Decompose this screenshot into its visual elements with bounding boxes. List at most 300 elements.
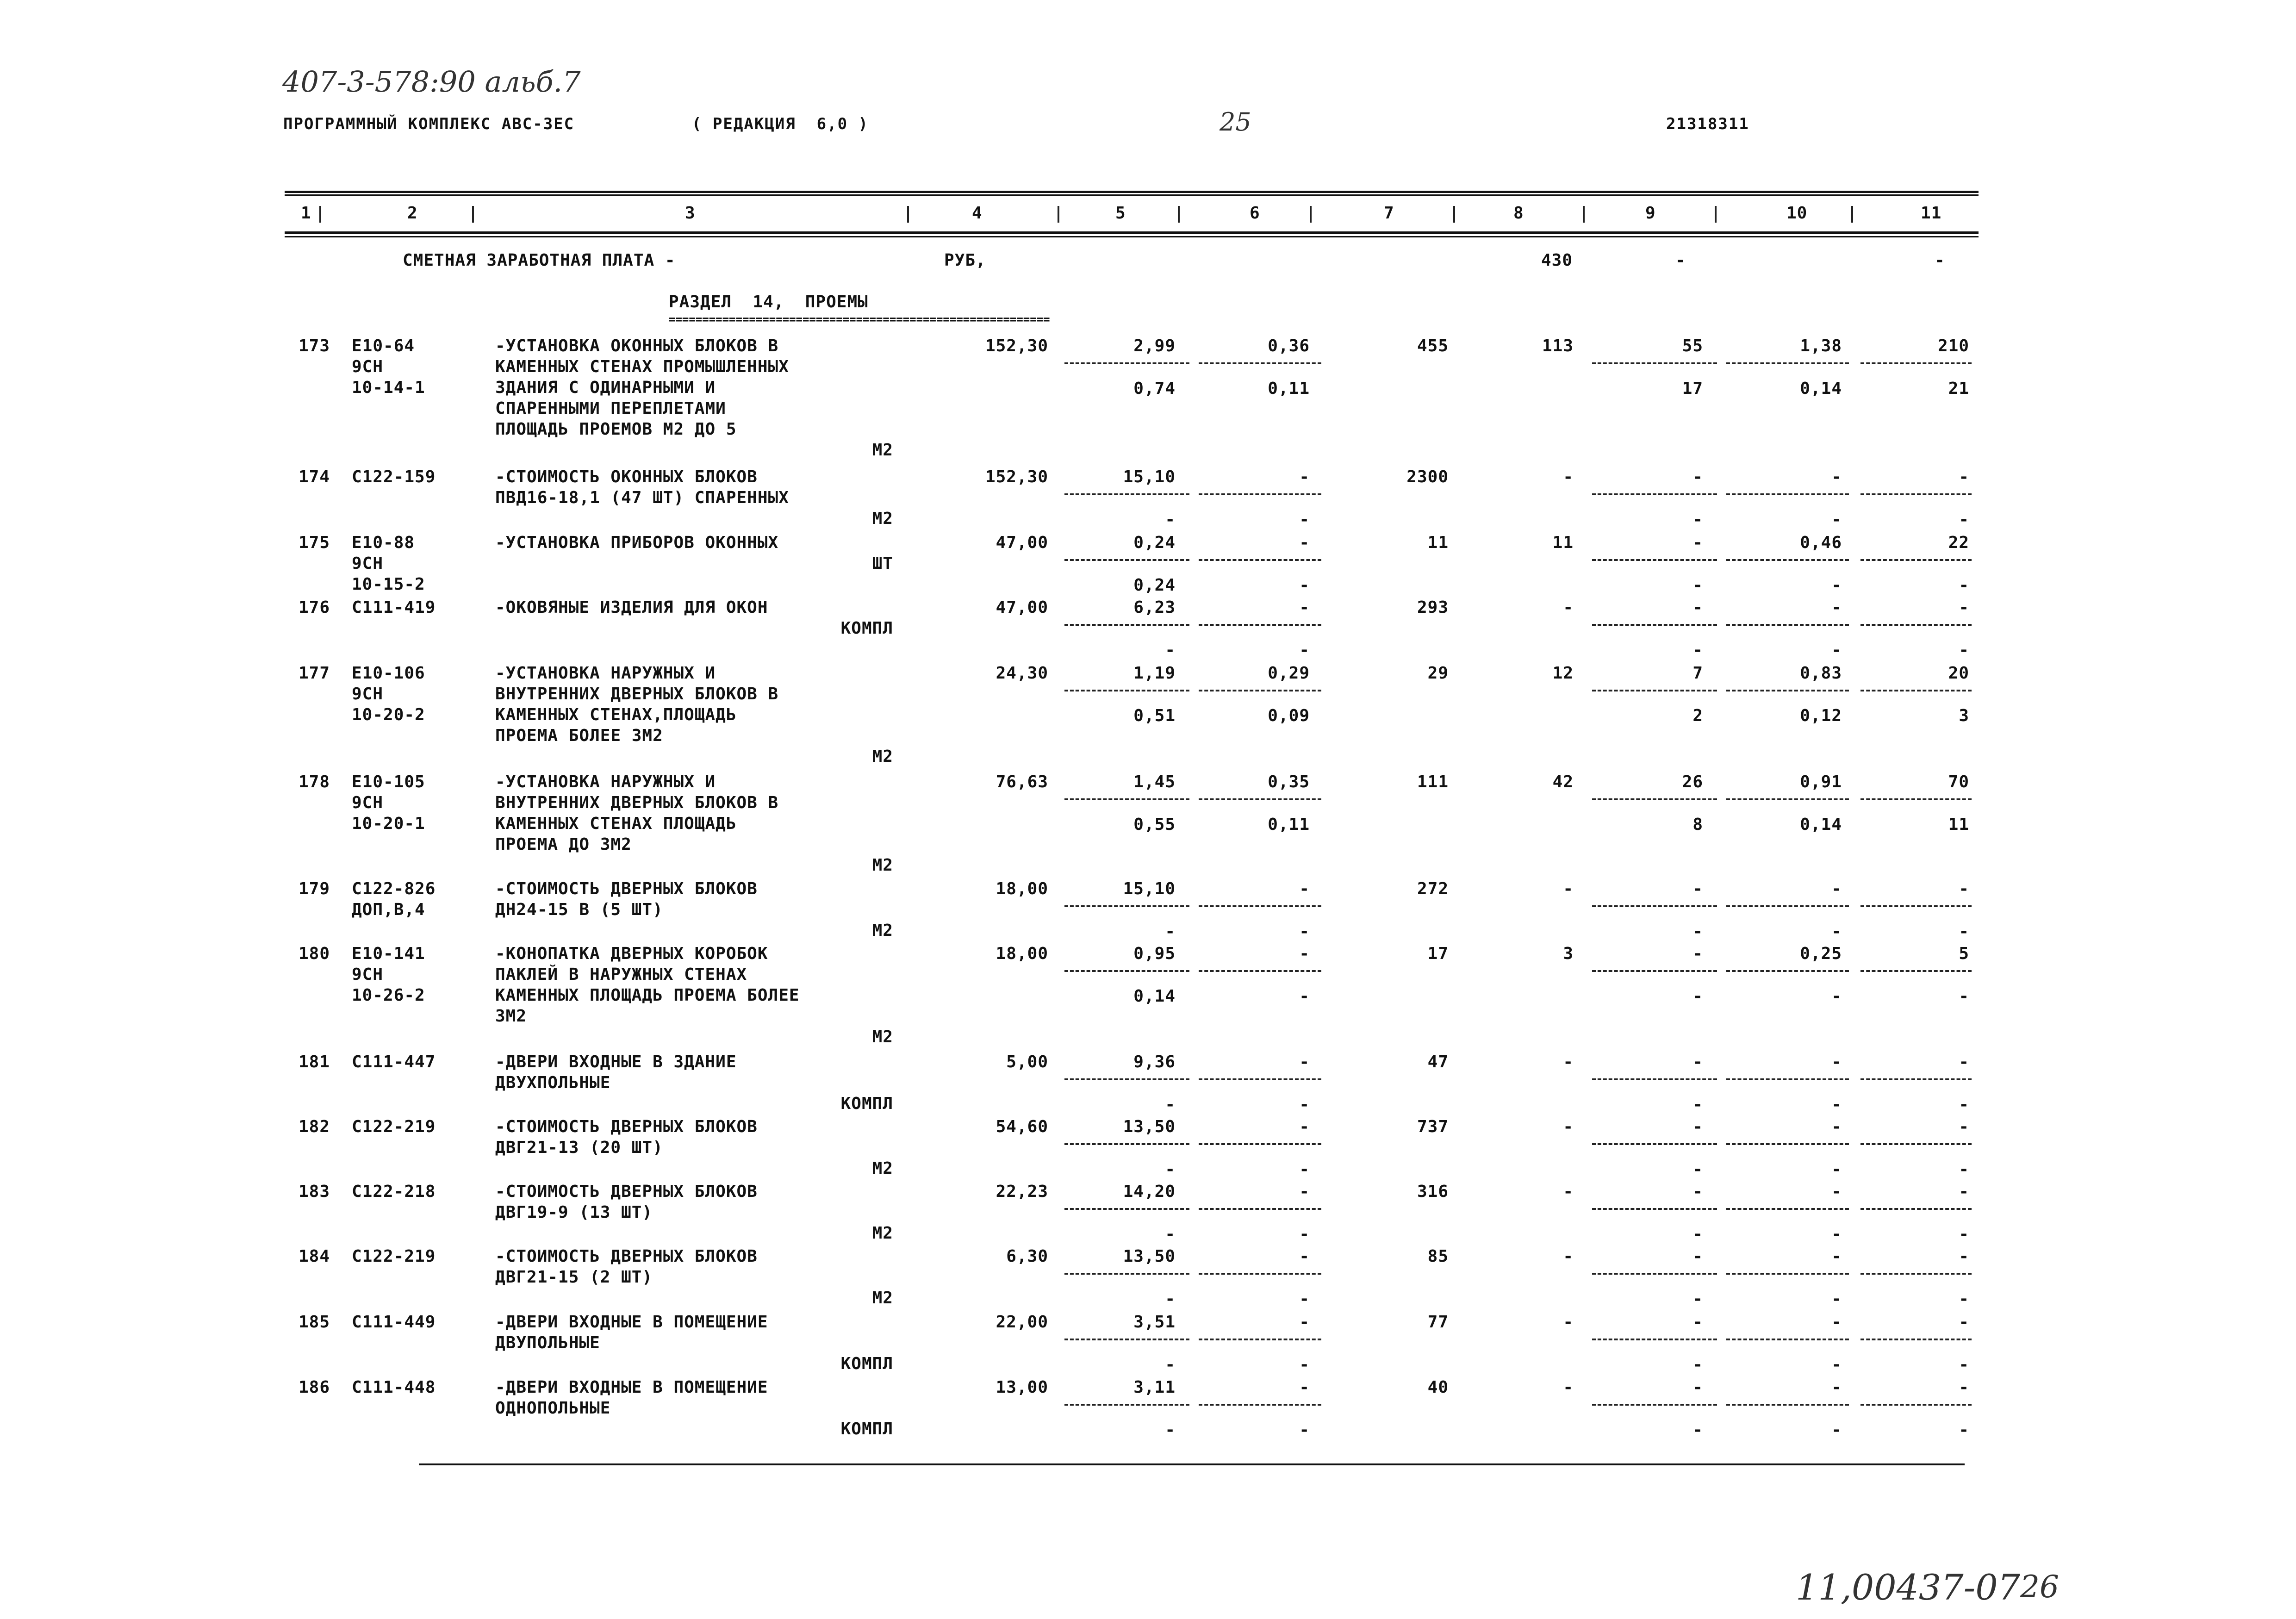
column-number-1: 1: [301, 204, 311, 223]
cell-divider: [1860, 1404, 1972, 1406]
labor-col10-sub: 0,14: [1800, 379, 1842, 398]
column-number-2: 2: [407, 204, 418, 223]
cell-divider: [1860, 1143, 1972, 1145]
labor-col10-sub: 0,12: [1800, 706, 1842, 725]
cell-divider: [1199, 1143, 1321, 1145]
unit-cost-total: 9,36: [1133, 1052, 1176, 1071]
cell-divider: [1592, 690, 1717, 691]
unit-cost-wages: -: [1165, 922, 1176, 941]
labor-col9-sub: -: [1692, 1225, 1703, 1244]
cell-divider: [1726, 1078, 1849, 1080]
labor-col11-sub: -: [1959, 1160, 1969, 1179]
resource-code: С122-218: [352, 1182, 436, 1201]
unit-of-measure: КОМПЛ: [840, 1354, 893, 1373]
cell-divider: [1592, 624, 1717, 626]
work-description: -УСТАНОВКА НАРУЖНЫХ И: [495, 772, 716, 791]
labor-col11: 5: [1959, 944, 1969, 963]
quantity: 5,00: [1006, 1052, 1048, 1071]
resource-code: 9СН: [352, 793, 384, 812]
work-description: -СТОИМОСТЬ ДВЕРНЫХ БЛОКОВ: [495, 1247, 758, 1266]
quantity: 152,30: [985, 467, 1048, 486]
cell-divider: [1860, 624, 1972, 626]
work-description: ПЛОЩАДЬ ПРОЕМОВ М2 ДО 5: [495, 420, 737, 439]
work-description: ДВГ19-9 (13 ШТ): [495, 1203, 653, 1222]
resource-code: 9СН: [352, 357, 384, 376]
column-separator: [1310, 206, 1312, 223]
total-wages: -: [1563, 879, 1574, 898]
labor-col9: -: [1692, 533, 1703, 552]
quantity: 22,23: [996, 1182, 1048, 1201]
cell-divider: [1726, 1273, 1849, 1275]
unit-of-measure: М2: [872, 1289, 893, 1308]
unit-cost-total: 3,51: [1133, 1313, 1176, 1332]
total-cost: 29: [1427, 664, 1449, 683]
unit-of-measure: М2: [872, 1159, 893, 1178]
machine-cost: -: [1299, 879, 1310, 898]
table-top-rule-2: [285, 194, 1979, 196]
unit-cost-wages: -: [1165, 1225, 1176, 1244]
table-top-rule: [285, 191, 1979, 193]
column-number-5: 5: [1115, 204, 1126, 223]
labor-col10-sub: -: [1831, 576, 1842, 595]
column-separator: [1058, 206, 1059, 223]
labor-col9-sub: -: [1692, 1095, 1703, 1114]
machine-cost: 0,36: [1268, 336, 1310, 355]
machine-wages: 0,11: [1268, 379, 1310, 398]
labor-col10-sub: -: [1831, 987, 1842, 1006]
work-description: КАМЕННЫХ ПЛОЩАДЬ ПРОЕМА БОЛЕЕ: [495, 986, 800, 1005]
quantity: 22,00: [996, 1313, 1048, 1332]
work-description: 3М2: [495, 1007, 527, 1026]
summary-col11: -: [1935, 251, 1945, 270]
column-separator: [1178, 206, 1180, 223]
unit-cost-total: 13,50: [1123, 1247, 1176, 1266]
labor-col10-sub: -: [1831, 641, 1842, 660]
work-description: ДН24-15 В (5 ШТ): [495, 900, 663, 919]
total-wages: 11: [1552, 533, 1574, 552]
labor-col9-sub: 8: [1692, 815, 1703, 834]
unit-of-measure: КОМПЛ: [840, 1094, 893, 1113]
cell-divider: [1199, 493, 1321, 495]
column-number-3: 3: [685, 204, 696, 223]
cell-divider: [1064, 690, 1189, 691]
total-cost: 17: [1427, 944, 1449, 963]
cell-divider: [1592, 1078, 1717, 1080]
resource-code: Е10-141: [352, 944, 425, 963]
work-description: -КОНОПАТКА ДВЕРНЫХ КОРОБОК: [495, 944, 768, 963]
resource-code: С111-419: [352, 598, 436, 617]
machine-wages: -: [1299, 576, 1310, 595]
labor-col11-sub: -: [1959, 641, 1969, 660]
summary-value: 430: [1541, 251, 1573, 270]
cell-divider: [1064, 1208, 1189, 1210]
machine-cost: -: [1299, 467, 1310, 486]
table-bottom-rule: [419, 1463, 1965, 1465]
cell-divider: [1726, 1339, 1849, 1340]
total-cost: 77: [1427, 1313, 1449, 1332]
summary-label: СМЕТНАЯ ЗАРАБОТНАЯ ПЛАТА -: [403, 251, 676, 270]
labor-col9: -: [1692, 1052, 1703, 1071]
labor-col9-sub: -: [1692, 576, 1703, 595]
unit-cost-wages: -: [1165, 1160, 1176, 1179]
total-wages: 113: [1542, 336, 1574, 355]
labor-col9-sub: -: [1692, 510, 1703, 529]
unit-cost-total: 1,19: [1133, 664, 1176, 683]
labor-col9: -: [1692, 1117, 1703, 1136]
total-wages: 12: [1552, 664, 1574, 683]
unit-cost-wages: -: [1165, 1095, 1176, 1114]
cell-divider: [1064, 362, 1189, 364]
total-cost: 85: [1427, 1247, 1449, 1266]
cell-divider: [1199, 905, 1321, 907]
row-number: 182: [299, 1117, 330, 1136]
column-separator: [319, 206, 321, 223]
work-description: -УСТАНОВКА ПРИБОРОВ ОКОННЫХ: [495, 533, 779, 552]
labor-col11-sub: -: [1959, 1289, 1969, 1308]
total-cost: 11: [1427, 533, 1449, 552]
column-separator: [1715, 206, 1717, 223]
unit-cost-wages: 0,51: [1133, 706, 1176, 725]
unit-cost-wages: -: [1165, 641, 1176, 660]
bottom-registration-code: 11,00437-07: [1796, 1567, 2021, 1608]
machine-cost: 0,29: [1268, 664, 1310, 683]
unit-of-measure: М2: [872, 1027, 893, 1046]
cell-divider: [1592, 970, 1717, 972]
row-number: 177: [299, 664, 330, 683]
labor-col11: -: [1959, 1247, 1969, 1266]
unit-cost-wages: 0,55: [1133, 815, 1176, 834]
labor-col9: -: [1692, 1182, 1703, 1201]
total-cost: 2300: [1406, 467, 1449, 486]
cell-divider: [1592, 798, 1717, 800]
cell-divider: [1726, 362, 1849, 364]
total-wages: -: [1563, 1052, 1574, 1071]
cell-divider: [1064, 905, 1189, 907]
unit-cost-wages: 0,24: [1133, 576, 1176, 595]
work-description: -ОКОВЯНЫЕ ИЗДЕЛИЯ ДЛЯ ОКОН: [495, 598, 768, 617]
unit-cost-total: 0,95: [1133, 944, 1176, 963]
machine-cost: -: [1299, 1052, 1310, 1071]
cell-divider: [1860, 1273, 1972, 1275]
quantity: 24,30: [996, 664, 1048, 683]
total-wages: 42: [1552, 772, 1574, 791]
labor-col11-sub: 11: [1948, 815, 1969, 834]
work-description: -ДВЕРИ ВХОДНЫЕ В ПОМЕЩЕНИЕ: [495, 1313, 768, 1332]
work-description: ПРОЕМА ДО 3М2: [495, 835, 632, 854]
header-bottom-rule-2: [285, 236, 1979, 237]
total-cost: 293: [1417, 598, 1449, 617]
labor-col9: -: [1692, 879, 1703, 898]
machine-cost: -: [1299, 1247, 1310, 1266]
labor-col9: -: [1692, 1313, 1703, 1332]
cell-divider: [1064, 1404, 1189, 1406]
unit-cost-total: 3,11: [1133, 1378, 1176, 1397]
work-description: СПАРЕННЫМИ ПЕРЕПЛЕТАМИ: [495, 399, 726, 418]
labor-col10-sub: -: [1831, 1355, 1842, 1374]
work-description: -ДВЕРИ ВХОДНЫЕ В ПОМЕЩЕНИЕ: [495, 1378, 768, 1397]
total-cost: 272: [1417, 879, 1449, 898]
work-description: ВНУТРЕННИХ ДВЕРНЫХ БЛОКОВ В: [495, 685, 779, 704]
total-wages: -: [1563, 1247, 1574, 1266]
column-number-10: 10: [1786, 204, 1808, 223]
labor-col10: -: [1831, 1378, 1842, 1397]
labor-col11-sub: -: [1959, 987, 1969, 1006]
row-number: 186: [299, 1378, 330, 1397]
resource-code: 10-26-2: [352, 986, 425, 1005]
cell-divider: [1726, 1404, 1849, 1406]
section-underline: =========================================================: [669, 313, 1050, 326]
total-wages: -: [1563, 1313, 1574, 1332]
resource-code: ДОП,В,4: [352, 900, 425, 919]
cell-divider: [1860, 690, 1972, 691]
row-number: 175: [299, 533, 330, 552]
labor-col10-sub: 0,14: [1800, 815, 1842, 834]
cell-divider: [1726, 798, 1849, 800]
unit-cost-wages: 0,74: [1133, 379, 1176, 398]
summary-unit: РУБ,: [944, 251, 986, 270]
cell-divider: [1860, 559, 1972, 561]
machine-cost: -: [1299, 533, 1310, 552]
document-number: 21318311: [1666, 115, 1749, 133]
unit-of-measure: М2: [872, 921, 893, 940]
resource-code: 10-20-1: [352, 814, 425, 833]
total-wages: -: [1563, 1182, 1574, 1201]
column-separator: [1583, 206, 1585, 223]
unit-of-measure: М2: [872, 856, 893, 875]
resource-code: 9СН: [352, 685, 384, 704]
labor-col9-sub: -: [1692, 1289, 1703, 1308]
work-description: КАМЕННЫХ СТЕНАХ ПРОМЫШЛЕННЫХ: [495, 357, 789, 376]
labor-col10-sub: -: [1831, 922, 1842, 941]
machine-wages: -: [1299, 1225, 1310, 1244]
resource-code: Е10-88: [352, 533, 415, 552]
labor-col11-sub: -: [1959, 576, 1969, 595]
resource-code: С111-449: [352, 1313, 436, 1332]
total-cost: 455: [1417, 336, 1449, 355]
unit-of-measure: М2: [872, 441, 893, 460]
row-number: 178: [299, 772, 330, 791]
labor-col10: -: [1831, 598, 1842, 617]
cell-divider: [1592, 1404, 1717, 1406]
unit-cost-wages: -: [1165, 1289, 1176, 1308]
resource-code: 10-14-1: [352, 378, 425, 397]
labor-col11: -: [1959, 1378, 1969, 1397]
labor-col11: -: [1959, 879, 1969, 898]
labor-col11-sub: -: [1959, 1355, 1969, 1374]
column-number-8: 8: [1513, 204, 1524, 223]
labor-col11: -: [1959, 1117, 1969, 1136]
quantity: 13,00: [996, 1378, 1048, 1397]
total-wages: -: [1563, 598, 1574, 617]
cell-divider: [1592, 493, 1717, 495]
cell-divider: [1199, 1208, 1321, 1210]
cell-divider: [1199, 1273, 1321, 1275]
machine-wages: -: [1299, 987, 1310, 1006]
total-wages: -: [1563, 467, 1574, 486]
work-description: ПРОЕМА БОЛЕЕ 3М2: [495, 726, 663, 745]
machine-wages: 0,11: [1268, 815, 1310, 834]
quantity: 6,30: [1006, 1247, 1048, 1266]
labor-col11: -: [1959, 1052, 1969, 1071]
row-number: 179: [299, 879, 330, 898]
cell-divider: [1064, 1339, 1189, 1340]
cell-divider: [1199, 690, 1321, 691]
labor-col9-sub: -: [1692, 1420, 1703, 1439]
resource-code: С122-159: [352, 467, 436, 486]
machine-wages: -: [1299, 1420, 1310, 1439]
cell-divider: [1199, 798, 1321, 800]
cell-divider: [1199, 970, 1321, 972]
cell-divider: [1199, 362, 1321, 364]
column-number-11: 11: [1921, 204, 1942, 223]
total-cost: 737: [1417, 1117, 1449, 1136]
labor-col9-sub: -: [1692, 922, 1703, 941]
resource-code: С111-447: [352, 1052, 436, 1071]
edition-label: ( РЕДАКЦИЯ 6,0 ): [692, 115, 869, 133]
cell-divider: [1726, 559, 1849, 561]
labor-col11: -: [1959, 598, 1969, 617]
cell-divider: [1726, 690, 1849, 691]
machine-cost: -: [1299, 1313, 1310, 1332]
unit-of-measure: М2: [872, 509, 893, 528]
cell-divider: [1592, 905, 1717, 907]
bottom-page-number: 26: [2020, 1569, 2059, 1605]
machine-wages: -: [1299, 1289, 1310, 1308]
program-title: ПРОГРАММНЫЙ КОМПЛЕКС АВС-3ЕС: [283, 115, 575, 133]
resource-code: 10-15-2: [352, 575, 425, 594]
machine-cost: -: [1299, 1182, 1310, 1201]
work-description: КАМЕННЫХ СТЕНАХ ПЛОЩАДЬ: [495, 814, 737, 833]
cell-divider: [1592, 1273, 1717, 1275]
total-cost: 47: [1427, 1052, 1449, 1071]
labor-col11-sub: -: [1959, 510, 1969, 529]
machine-cost: -: [1299, 1378, 1310, 1397]
labor-col9: 7: [1692, 664, 1703, 683]
cell-divider: [1199, 559, 1321, 561]
work-description: ПАКЛЕЙ В НАРУЖНЫХ СТЕНАХ: [495, 965, 747, 984]
cell-divider: [1726, 493, 1849, 495]
resource-code: С122-826: [352, 879, 436, 898]
cell-divider: [1592, 1208, 1717, 1210]
total-wages: -: [1563, 1117, 1574, 1136]
total-cost: 40: [1427, 1378, 1449, 1397]
cell-divider: [1064, 1143, 1189, 1145]
labor-col11: 70: [1948, 772, 1969, 791]
labor-col10: -: [1831, 1313, 1842, 1332]
cell-divider: [1592, 1339, 1717, 1340]
labor-col10: 1,38: [1800, 336, 1842, 355]
resource-code: 9СН: [352, 965, 384, 984]
labor-col11: 22: [1948, 533, 1969, 552]
machine-wages: -: [1299, 1355, 1310, 1374]
resource-code: Е10-64: [352, 336, 415, 355]
quantity: 54,60: [996, 1117, 1048, 1136]
machine-cost: -: [1299, 1117, 1310, 1136]
cell-divider: [1726, 905, 1849, 907]
machine-wages: -: [1299, 641, 1310, 660]
work-description: ДВУПОЛЬНЫЕ: [495, 1333, 600, 1352]
resource-code: 9СН: [352, 554, 384, 573]
column-number-7: 7: [1384, 204, 1394, 223]
cell-divider: [1199, 1404, 1321, 1406]
cell-divider: [1860, 493, 1972, 495]
unit-cost-total: 0,24: [1133, 533, 1176, 552]
cell-divider: [1860, 362, 1972, 364]
quantity: 152,30: [985, 336, 1048, 355]
total-wages: 3: [1563, 944, 1574, 963]
cell-divider: [1860, 1339, 1972, 1340]
column-separator: [472, 206, 474, 223]
work-description: -СТОИМОСТЬ ДВЕРНЫХ БЛОКОВ: [495, 1117, 758, 1136]
work-description: ДВУХПОЛЬНЫЕ: [495, 1073, 611, 1092]
labor-col10-sub: -: [1831, 510, 1842, 529]
unit-cost-total: 14,20: [1123, 1182, 1176, 1201]
unit-cost-total: 15,10: [1123, 879, 1176, 898]
labor-col9-sub: 17: [1682, 379, 1703, 398]
work-description: КАМЕННЫХ СТЕНАХ,ПЛОЩАДЬ: [495, 705, 737, 724]
labor-col11: -: [1959, 1313, 1969, 1332]
labor-col10: -: [1831, 879, 1842, 898]
work-description: ЗДАНИЯ С ОДИНАРНЫМИ И: [495, 378, 716, 397]
labor-col11-sub: -: [1959, 1420, 1969, 1439]
labor-col10: -: [1831, 1182, 1842, 1201]
labor-col9-sub: -: [1692, 641, 1703, 660]
resource-code: Е10-105: [352, 772, 425, 791]
cell-divider: [1064, 1273, 1189, 1275]
unit-cost-total: 6,23: [1133, 598, 1176, 617]
unit-of-measure: КОМПЛ: [840, 1420, 893, 1438]
cell-divider: [1064, 798, 1189, 800]
labor-col9: -: [1692, 1378, 1703, 1397]
work-description: ОДНОПОЛЬНЫЕ: [495, 1399, 611, 1418]
row-number: 180: [299, 944, 330, 963]
unit-of-measure: КОМПЛ: [840, 619, 893, 638]
row-number: 185: [299, 1313, 330, 1332]
column-separator: [907, 206, 909, 223]
labor-col10-sub: -: [1831, 1225, 1842, 1244]
labor-col11: -: [1959, 467, 1969, 486]
cell-divider: [1860, 970, 1972, 972]
labor-col9: -: [1692, 944, 1703, 963]
quantity: 47,00: [996, 598, 1048, 617]
row-number: 176: [299, 598, 330, 617]
machine-wages: -: [1299, 1160, 1310, 1179]
labor-col10: -: [1831, 1247, 1842, 1266]
row-number: 173: [299, 336, 330, 355]
labor-col11: 210: [1937, 336, 1969, 355]
unit-of-measure: ШТ: [872, 554, 893, 573]
section-title: РАЗДЕЛ 14, ПРОЕМЫ: [669, 293, 868, 311]
handwritten-album-code: 407-3-578:90 альб.7: [282, 65, 581, 99]
unit-of-measure: М2: [872, 747, 893, 766]
cell-divider: [1064, 493, 1189, 495]
labor-col9-sub: -: [1692, 987, 1703, 1006]
machine-wages: -: [1299, 510, 1310, 529]
labor-col9: 55: [1682, 336, 1703, 355]
labor-col10: -: [1831, 467, 1842, 486]
labor-col11-sub: -: [1959, 922, 1969, 941]
resource-code: 10-20-2: [352, 705, 425, 724]
row-number: 174: [299, 467, 330, 486]
work-description: ДВГ21-15 (2 ШТ): [495, 1268, 653, 1287]
labor-col10: 0,46: [1800, 533, 1842, 552]
cell-divider: [1726, 1143, 1849, 1145]
summary-col9: -: [1675, 251, 1686, 270]
labor-col10: -: [1831, 1117, 1842, 1136]
machine-wages: -: [1299, 922, 1310, 941]
header-bottom-rule: [285, 231, 1979, 234]
labor-col11-sub: 21: [1948, 379, 1969, 398]
